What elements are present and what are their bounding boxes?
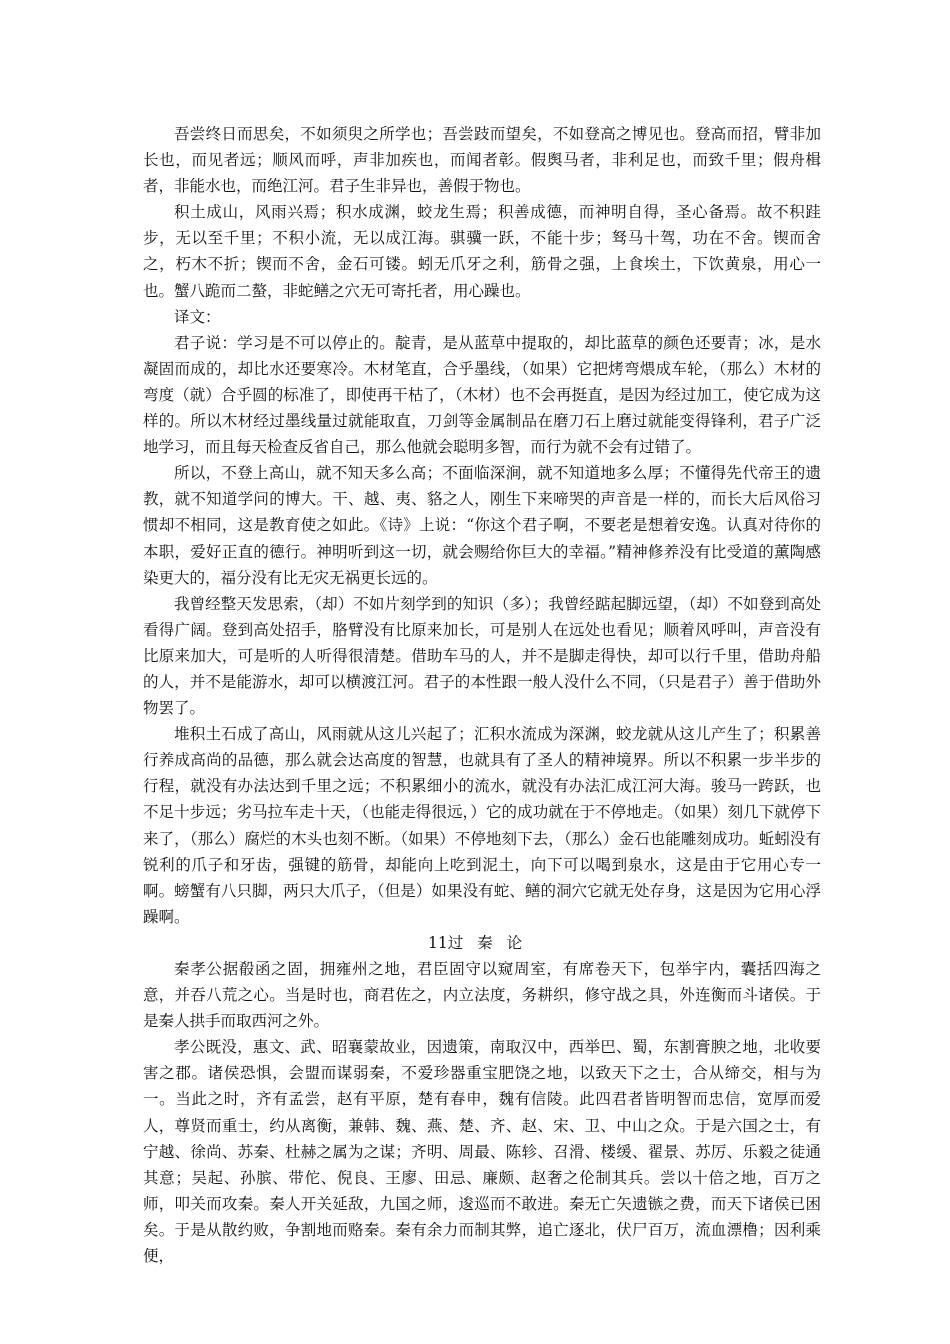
section-paragraph-1: 秦孝公据殽函之固，拥雍州之地，君臣固守以窥周室，有席卷天下，包举宇内，囊括四海之意，并吞八荒之心。当是时也，商君佐之，内立法度，务耕织，修守战之具，外连衡而斗诸侯。于是秦人拱手而取西河之外。 bbox=[143, 960, 821, 1031]
translation-paragraph-4: 堆积土石成了高山，风雨就从这儿兴起了；汇积水流成为深渊，蛟龙就从这儿产生了；积累善行养成高尚的品德，那么就会达高度的智慧，也就具有了圣人的精神境界。所以不积累一步半步的行程，就没有办法达到千里之远；不积累细小的流水，就没有办法汇成江河大海。骏马一跨跃，也不足十步远；劣马拉车走十天，（也能走得很远，）它的成功就在于不停地走。（如果）刻几下就停下来了，（那么）腐烂的木头也刻不断。（如果）不停地刻下去，（那么）金石也能雕刻成功。蚯蚓没有锐利的爪子和牙齿，强键的筋骨，却能向上吃到泥土，向下可以喝到泉水，这是由于它用心专一啊。螃蟹有八只脚，两只大爪子，（但是）如果没有蛇、鳝的洞穴它就无处存身，这是因为它用心浮躁啊。 bbox=[143, 725, 821, 926]
translation-paragraph-3: 我曾经整天发思索，（却）不如片刻学到的知识（多）；我曾经踮起脚远望，（却）不如登到高处看得广阔。登到高处招手，胳臂没有比原来加长，可是别人在远处也看见；顺着风呼叫，声音没有比原来加大，可是听的人听得很清楚。借助车马的人，并不是脚走得快，却可以行千里，借助舟船的人，并不是能游水，却可以横渡江河。君子的本性跟一般人没什么不同，（只是君子）善于借助外物罢了。 bbox=[143, 594, 821, 718]
section-paragraph-2: 孝公既没，惠文、武、昭襄蒙故业，因遗策，南取汉中，西举巴、蜀，东割膏腴之地，北收要害之郡。诸侯恐惧，会盟而谋弱秦，不爱珍器重宝肥饶之地，以致天下之士，合从缔交，相与为一。当此之时，齐有孟尝，赵有平原，楚有春申，魏有信陵。此四君者皆明智而忠信，宽厚而爱人，尊贤而重士，约从离衡，兼韩、魏、燕、楚、齐、赵、宋、卫、中山之众。于是六国之士，有宁越、徐尚、苏秦、杜赫之属为之谋；齐明、周最、陈轸、召滑、楼缓、翟景、苏厉、乐毅之徒通其意；吴起、孙膑、带佗、倪良、王廖、田忌、廉颇、赵奢之伦制其兵。尝以十倍之地，百万之师，叩关而攻秦。秦人开关延敌，九国之师，逡巡而不敢进。秦无亡矢遗镞之费，而天下诸侯已困矣。于是从散约败，争割地而赂秦。秦有余力而制其弊，追亡逐北，伏尸百万，流血漂橹；因利乘便， bbox=[143, 1038, 821, 1266]
original-paragraph-1: 吾尝终日而思矣，不如须臾之所学也；吾尝跂而望矣，不如登高之博见也。登高而招，臂非加长也，而见者远；顺风而呼，声非加疾也，而闻者彰。假舆马者，非利足也，而致千里；假舟楫者，非能水也，而绝江河。君子生非异也，善假于物也。 bbox=[143, 125, 821, 196]
section-number: 11 bbox=[427, 933, 448, 952]
translation-label: 译文： bbox=[174, 307, 221, 326]
section-title: 过秦论 bbox=[447, 933, 537, 952]
section-heading bbox=[143, 930, 821, 956]
translation-paragraph-1: 君子说：学习是不可以停止的。靛青，是从蓝草中提取的，却比蓝草的颜色还要青；冰，是水凝固而成的，却比水还要寒冷。木材笔直，合乎墨线，（如果）它把烤弯煨成车轮，（那么）木材的弯度（就）合乎圆的标准了，即使再干枯了，（木材）也不会再挺直，是因为经过加工，使它成为这样的。所以木材经过墨线量过就能取直，刀剑等金属制品在磨刀石上磨过就能变得锋利，君子广泛地学习，而且每天检查反省自己，那么他就会聪明多智，而行为就不会有过错了。 bbox=[143, 333, 821, 457]
document-page bbox=[143, 121, 821, 1269]
translation-paragraph-2: 所以，不登上高山，就不知天多么高；不面临深涧，就不知道地多么厚；不懂得先代帝王的遗教，就不知道学问的博大。干、越、夷、貉之人，刚生下来啼哭的声音是一样的，而长大后风俗习惯却不相同，这是教育使之如此。《诗》上说：“你这个君子啊，不要老是想着安逸。认真对待你的本职，爱好正直的德行。神明听到这一切，就会赐给你巨大的幸福。”精神修养没有比受道的薰陶感染更大的，福分没有比无灾无祸更长远的。 bbox=[143, 464, 821, 587]
original-paragraph-2: 积土成山，风雨兴焉；积水成渊，蛟龙生焉；积善成德，而神明自得，圣心备焉。故不积跬步，无以至千里；不积小流，无以成江海。骐骥一跃，不能十步；驽马十驾，功在不舍。锲而舍之，朽木不折；锲而不舍，金石可镂。蚓无爪牙之利，筋骨之强，上食埃土，下饮黄泉，用心一也。蟹八跪而二螯，非蛇鳝之穴无可寄托者，用心躁也。 bbox=[143, 203, 821, 300]
